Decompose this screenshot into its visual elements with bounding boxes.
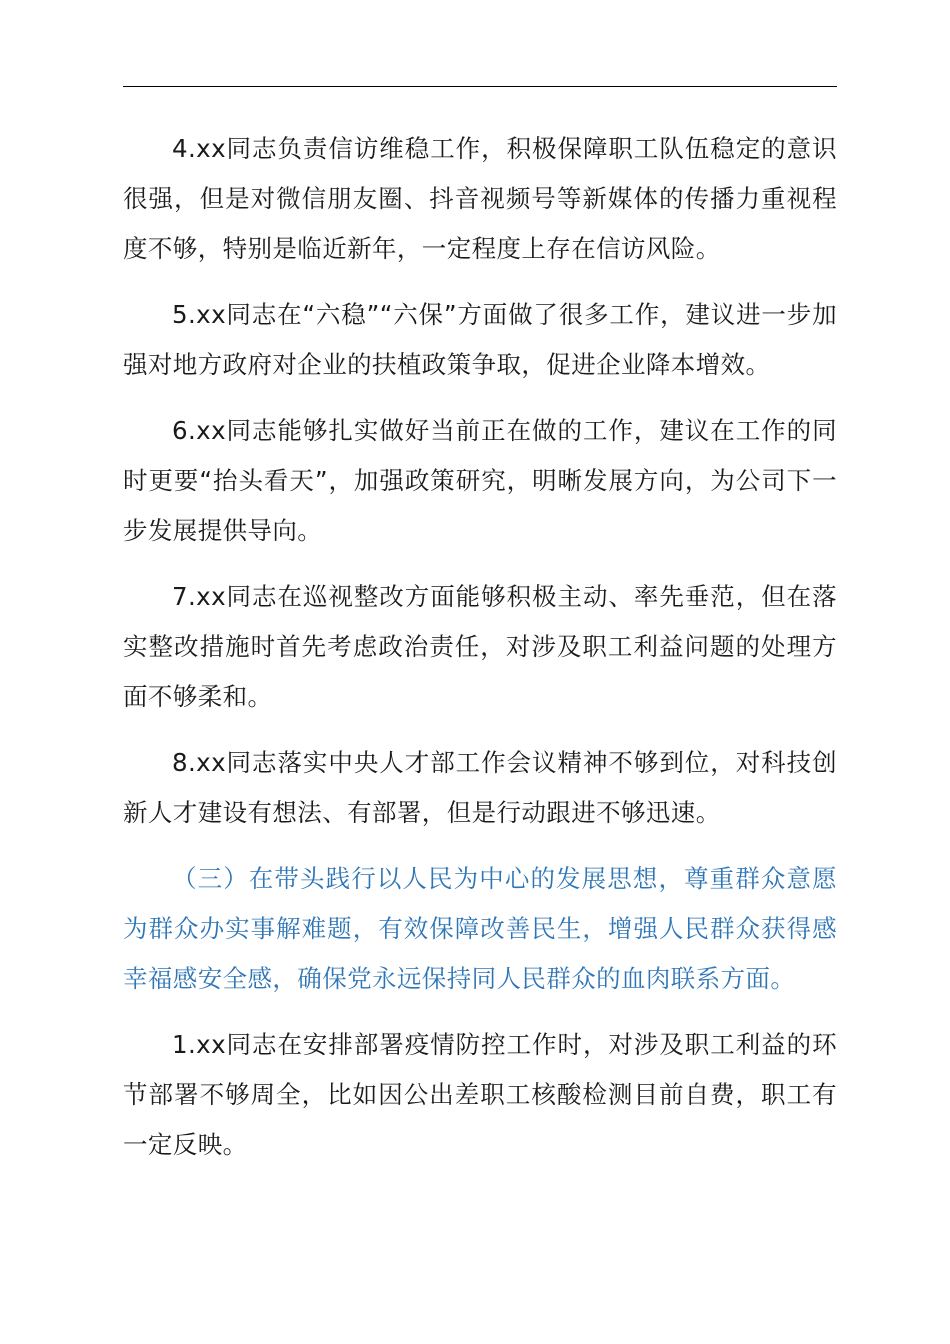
section-heading-3: （三）在带头践行以人民为中心的发展思想，尊重群众意愿为群众办实事解难题，有效保障改善民生，增强人民群众获得感幸福感安全感，确保党永远保持同人民群众的血肉联系方面。	[123, 864, 837, 993]
paragraph-item-5: 5.xx同志在“六稳”“六保”方面做了很多工作，建议进一步加强对地方政府对企业的扶植政策争取，促进企业降本增效。	[123, 300, 837, 379]
header-rule	[123, 86, 837, 87]
paragraph-item-7: 7.xx同志在巡视整改方面能够积极主动、率先垂范，但在落实整改措施时首先考虑政治责任，对涉及职工利益问题的处理方面不够柔和。	[123, 582, 837, 711]
paragraph-item-8: 8.xx同志落实中央人才部工作会议精神不够到位，对科技创新人才建设有想法、有部署，但是行动跟进不够迅速。	[123, 748, 837, 827]
paragraph-item-6: 6.xx同志能够扎实做好当前正在做的工作，建议在工作的同时更要“抬头看天”，加强政策研究，明晰发展方向，为公司下一步发展提供导向。	[123, 416, 837, 545]
paragraph-item-1: 1.xx同志在安排部署疫情防控工作时，对涉及职工利益的环节部署不够周全，比如因公出差职工核酸检测目前自费，职工有一定反映。	[123, 1030, 837, 1159]
document-body	[123, 124, 837, 1186]
paragraph-item-4: 4.xx同志负责信访维稳工作，积极保障职工队伍稳定的意识很强，但是对微信朋友圈、抖音视频号等新媒体的传播力重视程度不够，特别是临近新年，一定程度上存在信访风险。	[123, 134, 837, 263]
